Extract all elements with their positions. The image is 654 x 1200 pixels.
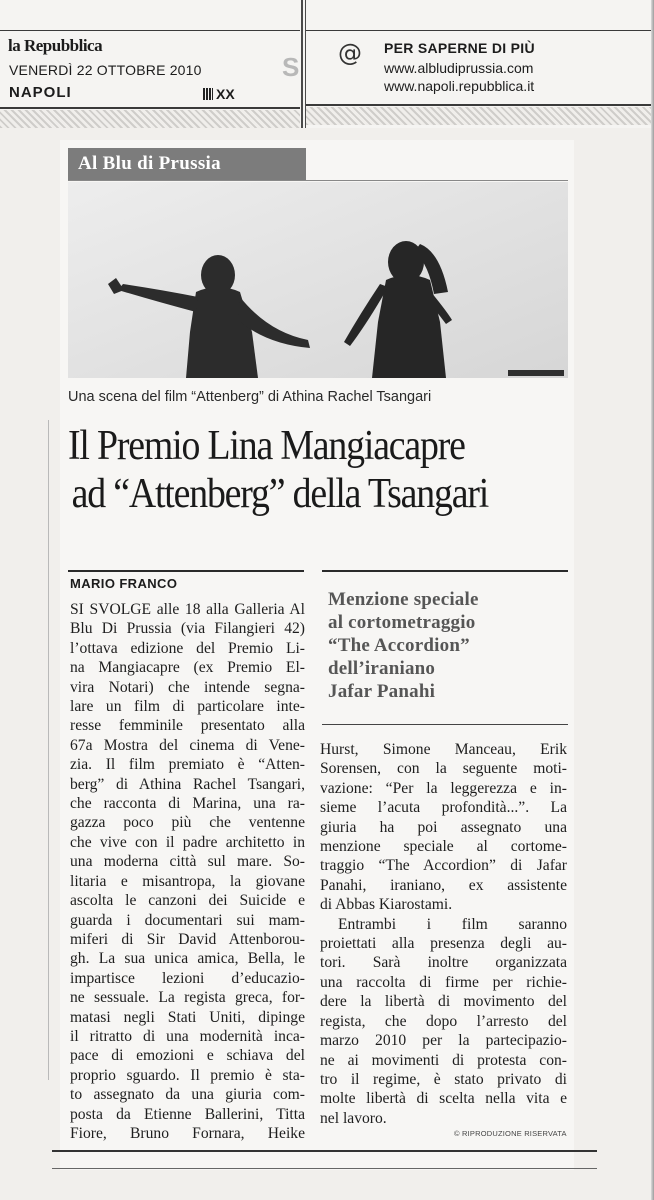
masthead: la Repubblica xyxy=(8,36,103,55)
author-byline: MARIO FRANCO xyxy=(70,576,178,591)
header-divider xyxy=(301,0,303,128)
byline-rule xyxy=(322,570,568,572)
body-line: posta da Etienne Ballerini, Titta xyxy=(70,1105,305,1123)
header-rule xyxy=(306,30,651,31)
body-line: traggio “The Accordion” di Jafar xyxy=(320,857,567,875)
byline-rule xyxy=(68,570,304,572)
at-sign-icon: @ xyxy=(338,39,362,67)
copyright-note: © RIPRODUZIONE RISERVATA xyxy=(454,1129,567,1138)
body-line: Panahi, iraniano, ex assistente xyxy=(320,876,567,894)
body-line: gh. La sua unica amica, Bella, le xyxy=(70,950,305,968)
body-line: marzo 2010 per la partecipazio- xyxy=(320,1032,567,1050)
body-line: il ritratto di una modernità inca- xyxy=(70,1027,305,1045)
section-letter-fragment: S xyxy=(282,52,300,82)
body-line: gazza poco più che ventenne xyxy=(70,814,305,832)
sidebar-line: dell’iraniano xyxy=(328,658,436,679)
article-clipping xyxy=(60,140,574,1170)
film-still-photo xyxy=(68,182,568,378)
body-line: ascolta le canzoni dei Suicide e xyxy=(70,892,305,910)
page-number xyxy=(203,86,235,102)
rubric-rule xyxy=(68,180,568,181)
body-line: litaria e misantropa, la giovane xyxy=(70,872,305,890)
body-line: na Mangiacapre (ex Premio El- xyxy=(70,659,305,677)
article-column-1 xyxy=(70,600,305,1143)
body-line: 67a Mostra del cinema di Vene- xyxy=(70,736,305,754)
sidebar-line: Menzione speciale xyxy=(328,589,479,610)
body-line: resse femminile presentato alla xyxy=(70,717,305,735)
headline-line: Il Premio Lina Mangiacapre xyxy=(68,423,465,469)
body-line: berg” di Athina Rachel Tsangari, xyxy=(70,775,305,793)
body-line: che vive con il padre architetto in xyxy=(70,833,305,851)
body-line: vira Notari) che intende segna- xyxy=(70,678,305,696)
body-line: to assegnato da una giuria com- xyxy=(70,1086,305,1104)
bottom-rule xyxy=(52,1168,597,1169)
clipping-header xyxy=(0,0,654,128)
body-line: Sorensen, con la seguente moti- xyxy=(320,760,567,778)
article-column-2 xyxy=(320,740,567,1128)
body-line: regista, che dopo l’arresto del xyxy=(320,1012,567,1030)
more-info-label: PER SAPERNE DI PIÙ xyxy=(384,40,535,56)
headline-line: ad “Attenberg” della Tsangari xyxy=(71,471,489,517)
body-line: proiettati alla presenza degli au- xyxy=(320,935,567,953)
section-rubric: Al Blu di Prussia xyxy=(68,148,306,180)
body-line: miferi di Sir David Attenborou- xyxy=(70,930,305,948)
body-line: menzione speciale al cortome- xyxy=(320,838,567,856)
body-line: vazione: “Per la leggerezza e in- xyxy=(320,779,567,797)
body-line: giuria ha poi assegnato una xyxy=(320,818,567,836)
link-website[interactable]: www.albludiprussia.com xyxy=(384,60,534,76)
body-line: che racconta di Marina, una ra- xyxy=(70,795,305,813)
photo-caption: Una scena del film “Attenberg” di Athina Rachel Tsangari xyxy=(68,389,432,405)
body-line: di Abbas Kiarostami. xyxy=(320,896,453,914)
body-line: Entrambi i film saranno xyxy=(338,915,567,933)
header-rule xyxy=(0,107,300,109)
header-rule xyxy=(306,104,651,106)
body-line: una raccolta di firme per richie- xyxy=(320,973,567,991)
page-fold-line xyxy=(48,420,49,1080)
body-line: dere la libertà di movimento del xyxy=(320,993,567,1011)
body-line: ne ai movimenti di protesta con- xyxy=(320,1051,567,1069)
film-still-illustration xyxy=(68,182,568,378)
sidebar-rule xyxy=(322,724,568,725)
header-rule xyxy=(0,30,300,31)
article-headline xyxy=(68,422,523,518)
body-line: zia. Il film premiato è “Atten- xyxy=(70,756,305,774)
body-line: tori. Sarà inoltre organizzata xyxy=(320,954,567,972)
body-line: proprio sguardo. Il premio è sta- xyxy=(70,1066,305,1084)
body-line: molte libertà di scelta nella vita e xyxy=(320,1090,567,1108)
body-line: l’ottava edizione del Premio Li- xyxy=(70,639,305,657)
header-hatching xyxy=(0,110,300,128)
body-line: Blu Di Prussia (via Filangieri 42) xyxy=(70,620,305,638)
body-line: ne sessuale. La regista greca, for- xyxy=(70,989,305,1007)
body-line: Fiore, Bruno Fornara, Heike xyxy=(70,1124,305,1142)
body-line: SI SVOLGE alle 18 alla Galleria Al xyxy=(70,601,305,618)
body-line: sieme l’acuta profondità...”. La xyxy=(320,799,567,817)
body-line: matasi negli Stati Uniti, dipinge xyxy=(70,1008,305,1026)
header-hatching xyxy=(306,107,651,125)
link-repubblica-napoli[interactable]: www.napoli.repubblica.it xyxy=(384,78,535,94)
body-line: guarda i documentari sui mam- xyxy=(70,911,305,929)
edition-city: NAPOLI xyxy=(9,84,72,101)
page-marker-icon xyxy=(203,88,213,100)
body-line: nel lavoro. xyxy=(320,1109,387,1127)
body-line: pace di emozioni e schiava del xyxy=(70,1047,305,1065)
sidebar-line: al cortometraggio xyxy=(328,612,476,633)
body-line: lare un film di particolare inte- xyxy=(70,698,305,716)
sidebar-line: Jafar Panahi xyxy=(328,681,436,702)
body-line: tro il regime, è stato privato di xyxy=(320,1070,567,1088)
body-line: una moderna città sul mare. So- xyxy=(70,853,305,871)
bottom-rule xyxy=(52,1150,597,1152)
sidebar-teaser xyxy=(328,588,568,703)
publication-date: VENERDÌ 22 OTTOBRE 2010 xyxy=(9,62,202,78)
sidebar-line: “The Accordion” xyxy=(328,635,470,656)
body-line: impartisce lezioni d’educazio- xyxy=(70,969,305,987)
page-number-label: XX xyxy=(216,86,235,102)
body-line: Hurst, Simone Manceau, Erik xyxy=(320,741,567,758)
